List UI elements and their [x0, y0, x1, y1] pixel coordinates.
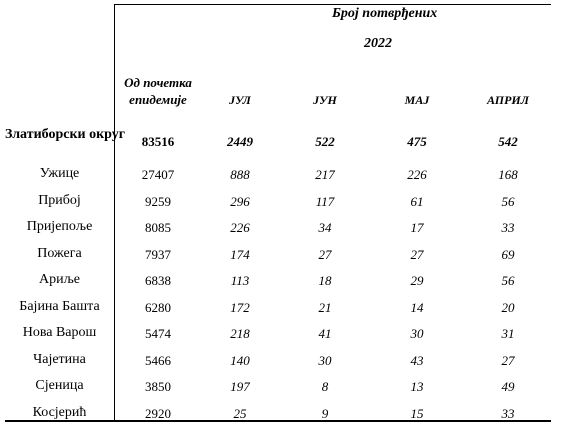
- cell-month: 30: [410, 326, 424, 341]
- cell-month: 61: [410, 194, 424, 209]
- row-label: Прибој: [38, 193, 81, 208]
- cell-month: 15: [410, 406, 424, 421]
- cell-total: 6280: [145, 300, 171, 315]
- cell-month: 17: [410, 220, 424, 235]
- row-label: Пријепоље: [26, 219, 93, 234]
- cell-month: 226: [407, 167, 427, 182]
- cell-month: 197: [230, 379, 250, 394]
- cell-month: 217: [315, 167, 335, 182]
- table-vertical-rule: [114, 4, 115, 420]
- cell-month: 140: [230, 353, 250, 368]
- summary-row-label: Златиборски округ: [5, 127, 126, 142]
- cell-month: 33: [501, 220, 515, 235]
- row-label: Косјерић: [32, 405, 87, 420]
- cell-month: 56: [501, 273, 515, 288]
- cell-month: 27: [501, 353, 515, 368]
- cell-month: 43: [410, 353, 424, 368]
- row-label: Бајина Башта: [19, 299, 100, 314]
- cell-month: 29: [410, 273, 424, 288]
- summary-jun: 522: [315, 134, 335, 149]
- cell-month: 27: [410, 247, 424, 262]
- cell-month: 20: [501, 300, 515, 315]
- cell-month: 69: [501, 247, 515, 262]
- column-header-april: АПРИЛ: [487, 93, 529, 107]
- cell-month: 113: [230, 273, 250, 288]
- cell-month: 174: [230, 247, 250, 262]
- cell-month: 21: [318, 300, 332, 315]
- row-label: Нова Варош: [22, 325, 97, 340]
- cell-total: 2920: [145, 406, 171, 421]
- cell-total: 3850: [145, 379, 171, 394]
- summary-april: 542: [498, 134, 518, 149]
- row-label: Ужице: [39, 166, 80, 181]
- cell-month: 117: [315, 194, 335, 209]
- cell-month: 41: [318, 326, 332, 341]
- cell-month: 33: [501, 406, 515, 421]
- summary-total: 83516: [141, 134, 175, 149]
- cell-total: 8085: [145, 220, 171, 235]
- column-header-jul: ЈУЛ: [229, 93, 251, 107]
- cell-month: 31: [501, 326, 515, 341]
- cell-total: 9259: [145, 194, 171, 209]
- table-top-rule: [114, 4, 551, 5]
- row-label: Чајетина: [33, 352, 86, 367]
- cell-month: 13: [410, 379, 424, 394]
- cell-month: 8: [321, 379, 329, 394]
- cell-total: 6838: [145, 273, 171, 288]
- cell-month: 30: [318, 353, 332, 368]
- cell-month: 226: [230, 220, 250, 235]
- summary-jul: 2449: [227, 134, 253, 149]
- column-header-jun: ЈУН: [313, 93, 337, 107]
- column-header-total: Од почетка епидемије: [124, 75, 192, 107]
- cell-month: 49: [501, 379, 515, 394]
- cell-total: 27407: [141, 167, 175, 182]
- cell-month: 218: [230, 326, 250, 341]
- row-label: Сјеница: [35, 378, 84, 393]
- cell-total: 5474: [145, 326, 171, 341]
- group-header-year: 2022: [364, 36, 392, 51]
- cell-total: 5466: [145, 353, 171, 368]
- cell-month: 172: [230, 300, 250, 315]
- cell-total: 7937: [145, 247, 171, 262]
- cell-month: 56: [501, 194, 515, 209]
- cell-month: 296: [230, 194, 250, 209]
- cell-month: 9: [321, 406, 329, 421]
- cell-month: 18: [318, 273, 332, 288]
- statistics-table: [5, 4, 551, 424]
- row-label: Пожега: [37, 246, 82, 261]
- cell-month: 14: [410, 300, 424, 315]
- row-label: Ариље: [39, 272, 80, 287]
- cell-month: 27: [318, 247, 332, 262]
- summary-maj: 475: [407, 134, 427, 149]
- cell-month: 888: [230, 167, 250, 182]
- cell-month: 25: [233, 406, 247, 421]
- group-header-title: Број потврђених: [332, 6, 438, 21]
- column-header-maj: МАЈ: [404, 93, 430, 107]
- cell-month: 34: [318, 220, 332, 235]
- cell-month: 168: [498, 167, 518, 182]
